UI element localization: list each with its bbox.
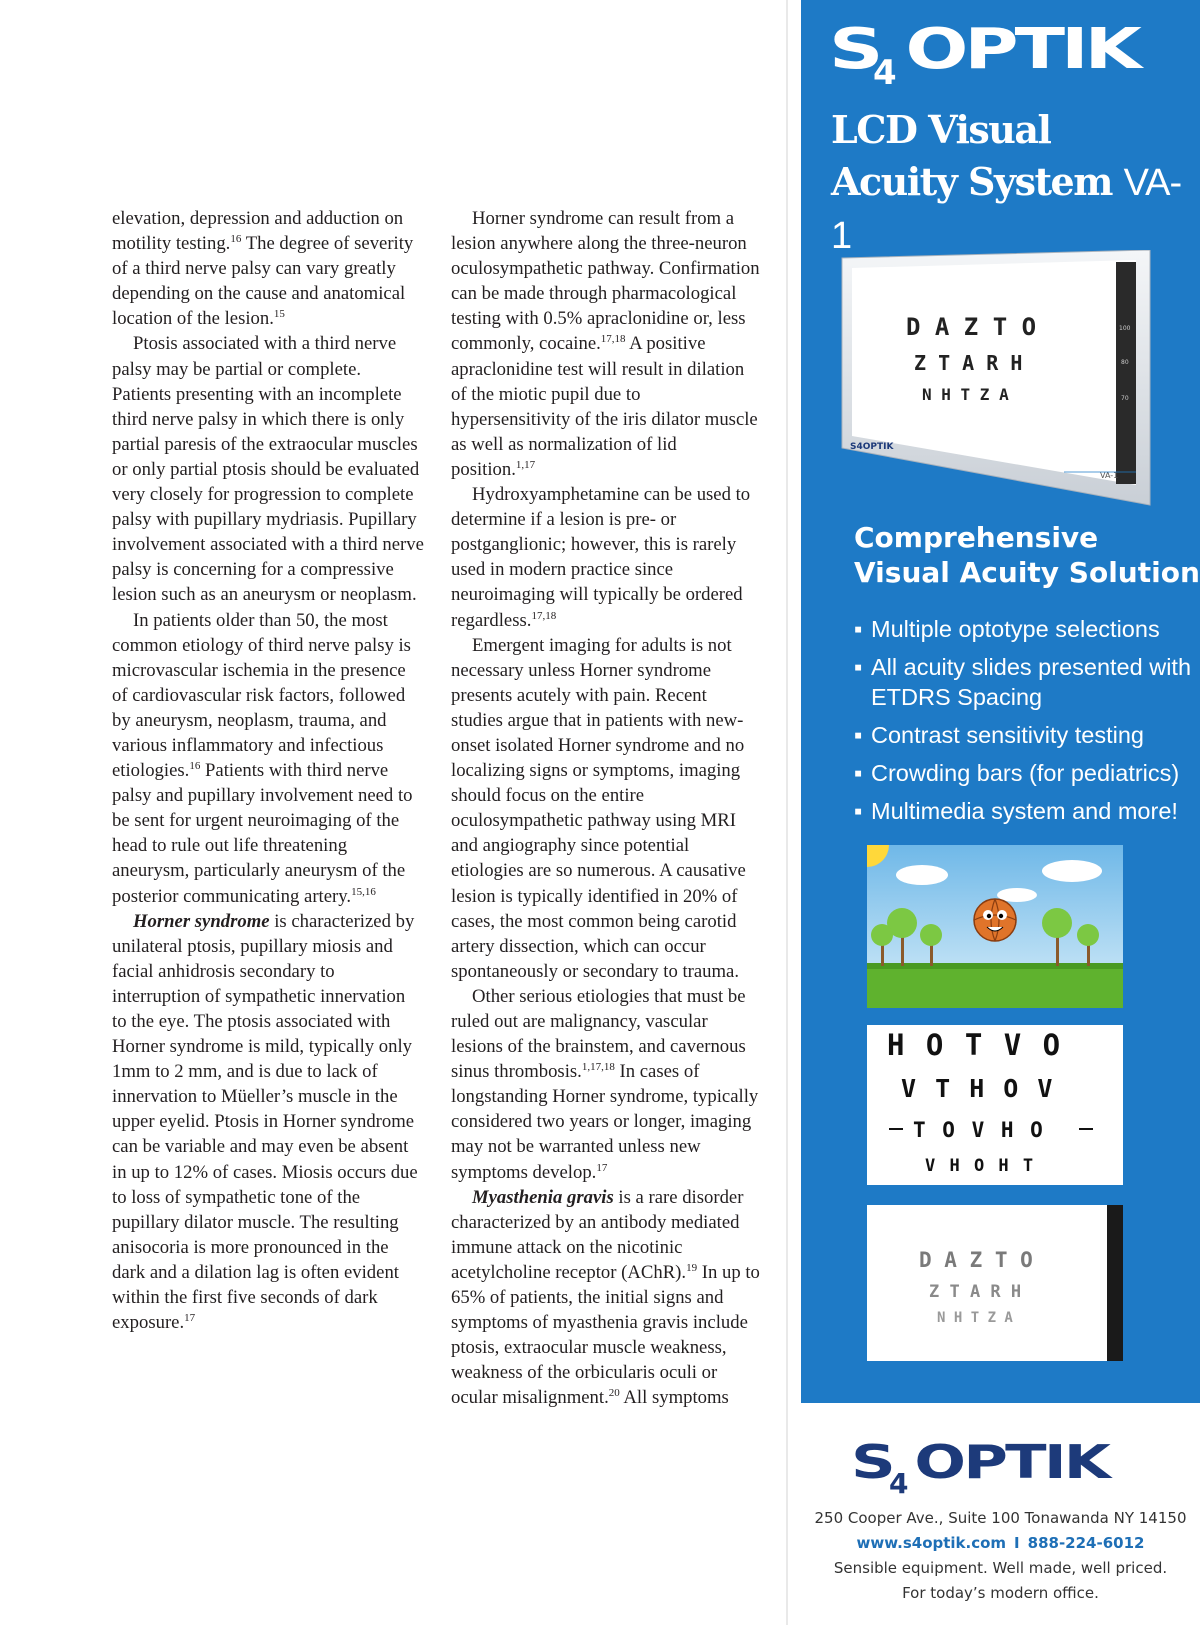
ad-model-name: VA-1 <box>831 162 1182 257</box>
monitor-row-3: N H T Z A <box>922 385 1009 404</box>
ad-title-line2 <box>831 156 1200 262</box>
monitor-model: VA-1 <box>1100 471 1119 480</box>
citation-superscript: 16 <box>189 760 201 773</box>
bullet-icon: ▪ <box>854 722 863 748</box>
monitor-row-2: Z T A R H <box>914 351 1023 375</box>
monitor-logo: S4OPTIK <box>850 442 894 452</box>
text-run: Emergent imaging for adults is not necessary unless Horner syndrome presents acutely with pain. Recent studies argue that in patients with new-onset isolated Horner syndrome and no localizing signs or symptoms, imaging should focus on the entire oculosympathetic pathway using MRI and angiography since potential etiologies are so numerous. A causative lesion is typically identified in 20% of cases, the most common being carotid artery dissection, which can occur spontaneously or secondary to trauma. <box>451 634 746 982</box>
text-run: is a rare disorder characterized by an antibody mediated immune attack on the nicotinic acetylcholine receptor (AChR). <box>451 1186 744 1283</box>
feature-item: ▪ Contrast sensitivity testing <box>854 722 1144 748</box>
text-run: In cases of longstanding Horner syndrome, typically considered two years or longer, imaging may not be warranted unless new symptoms develop. <box>451 1061 759 1183</box>
article-paragraph <box>112 608 424 909</box>
contact-info <box>801 1506 1200 1606</box>
text-run: Other serious etiologies that must be ruled out are malignancy, vascular lesions of the brainstem, and cavernous sinus thrombosis. <box>451 985 746 1083</box>
bullet-icon: ▪ <box>854 798 863 824</box>
article-paragraph <box>451 206 761 482</box>
contrast-row-2: Z T A R H <box>929 1282 1022 1302</box>
term-emphasis: Horner syndrome <box>133 910 270 932</box>
tagline-line2: For today’s modern office. <box>902 1584 1099 1602</box>
ad-title <box>831 104 1200 262</box>
article-paragraph <box>112 206 424 331</box>
article-paragraph <box>112 909 424 1336</box>
feature-item: ▪ All acuity slides presented with ETDRS Spacing <box>854 654 1192 710</box>
contrast-row-3: N H T Z A <box>937 1310 1013 1326</box>
article-column-right <box>451 206 761 1411</box>
article-column-left <box>112 206 424 1335</box>
separator: I <box>1014 1534 1020 1552</box>
text-run: Ptosis associated with a third nerve palsy may be partial or complete. Patients presenting with an incomplete third nerve palsy in which there is only partial paresis of the extraocular muscles or only partial ptosis should be evaluated very closely for progression to complete palsy with pupillary mydriasis. Pupillary involvement associated with a third nerve palsy is concerning for a compressive lesion such as an aneurysm or neoplasm. <box>112 333 424 606</box>
text-run: In patients older than 50, the most common etiology of third nerve palsy is microvascular ischemia in the presence of cardiovascular risk factors, followed by aneurysm, neoplasm, trauma, and various inflammatory and infectious etiologies. <box>112 609 411 782</box>
text-run: Hydroxyamphetamine can be used to determine if a lesion is pre- or postganglionic; however, this is rarely used in modern practice since neuroimaging will typically be ordered regardless. <box>451 484 751 631</box>
article-paragraph <box>451 633 761 984</box>
citation-superscript: 17,18 <box>600 333 626 346</box>
brand-logo-bottom-optik: OPTIK <box>914 1438 1109 1490</box>
hotv-chart-image <box>867 1025 1123 1185</box>
ad-title-line1: LCD Visual <box>831 107 1051 152</box>
website-link[interactable]: www.s4optik.com <box>856 1534 1007 1552</box>
hotv-chart-screen <box>867 1025 1123 1185</box>
ad-subheading <box>854 520 1200 590</box>
citation-superscript: 17 <box>596 1161 608 1174</box>
brand-logo-optik: OPTIK <box>905 18 1138 82</box>
feature-list <box>854 614 1200 834</box>
monitor-row-1: D A Z T O <box>906 313 1037 341</box>
monitor-scale-3: 70 <box>1121 395 1129 402</box>
contrast-chart-image <box>867 1205 1123 1361</box>
bullet-icon: ▪ <box>854 760 863 786</box>
feature-item: ▪ Multimedia system and more! <box>854 798 1178 824</box>
text-run: Patients with third nerve palsy and pupillary involvement need to be sent for urgent neuroimaging of the head to rule out life threatening aneurysm, particularly aneurysm of the posterior communicating artery. <box>112 760 413 907</box>
ad-blue-panel <box>801 0 1200 1403</box>
citation-superscript: 15,16 <box>351 885 376 898</box>
article-paragraph <box>451 984 761 1185</box>
cartoon-scene-image <box>867 845 1123 1008</box>
ad-subheading-line2: Visual Acuity Solution <box>854 556 1200 589</box>
monitor-scale-2: 80 <box>1121 359 1129 366</box>
brand-logo-s: S <box>829 18 881 82</box>
citation-superscript: 16 <box>230 233 242 246</box>
bullet-icon: ▪ <box>854 654 863 680</box>
bullet-icon: ▪ <box>854 616 863 642</box>
monitor-scale-1: 100 <box>1119 325 1131 332</box>
term-emphasis: Myasthenia gravis <box>472 1186 614 1208</box>
citation-superscript: 1,17 <box>515 458 536 471</box>
text-run: elevation, depression and adduction on motility testing. <box>112 208 404 255</box>
feature-item: ▪ Multiple optotype selections <box>854 616 1160 642</box>
contrast-row-1: D A Z T O <box>919 1248 1033 1272</box>
brand-logo-top <box>829 18 1181 88</box>
contrast-chart-screen <box>867 1205 1123 1361</box>
article-paragraph <box>451 482 761 633</box>
citation-superscript: 15 <box>273 308 285 321</box>
hotv-row-3: T O V H O <box>913 1118 1045 1142</box>
hotv-row-2: V T H O V <box>901 1074 1055 1103</box>
citation-superscript: 1,17,18 <box>581 1061 615 1074</box>
brand-logo-bottom <box>851 1438 1151 1494</box>
ad-title-line2-text: Acuity System <box>831 159 1112 204</box>
hotv-row-4: V H O H T <box>925 1156 1036 1176</box>
web-phone-line <box>801 1531 1200 1556</box>
brand-logo-4: 4 <box>873 53 897 88</box>
citation-superscript: 19 <box>686 1261 698 1274</box>
hotv-row-1: H O T V O <box>887 1028 1063 1062</box>
text-run: In up to 65% of patients, the initial signs and symptoms of myasthenia gravis include ptosis, extraocular muscle weakness, weakness of the orbicularis oculi or ocular misalignment. <box>451 1261 760 1409</box>
page-divider <box>786 0 788 1625</box>
phone-number[interactable]: 888-224-6012 <box>1027 1534 1145 1552</box>
advertisement <box>801 0 1200 1625</box>
article-paragraph <box>112 331 424 607</box>
citation-superscript: 20 <box>608 1387 620 1400</box>
brand-logo-bottom-s: S <box>851 1438 896 1489</box>
lcd-monitor-image <box>838 250 1154 515</box>
article-paragraph <box>451 1185 761 1411</box>
ad-subheading-line1: Comprehensive <box>854 521 1099 554</box>
address-text: 250 Cooper Ave., Suite 100 Tonawanda NY 14150 <box>814 1509 1187 1527</box>
text-run: is characterized by unilateral ptosis, pupillary miosis and facial anhidrosis secondary to interruption of sympathetic innervation to the eye. The ptosis associated with Horner syndrome is mild, typically only 1mm to 2 mm, and is due to lack of innervation to Müeller’s muscle in the upper eyelid. Ptosis in Horner syndrome can be variable and may even be absent in up to 12% of cases. Miosis occurs due to loss of sympathetic tone of the pupillary dilator muscle. The resulting anisocoria is more pronounced in the dark and a dilation lag is often evident within the first five seconds of dark exposure. <box>112 910 418 1334</box>
text-run: The degree of severity of a third nerve palsy can vary greatly depending on the cause and anatomical location of the lesion. <box>112 233 414 330</box>
pediatric-cartoon-screen <box>867 845 1123 1008</box>
text-run: A positive apraclonidine test will result in dilation of the miotic pupil due to hypersensitivity of the iris dilator muscle as well as normalization of lid position. <box>451 333 758 480</box>
citation-superscript: 17,18 <box>531 609 557 622</box>
tagline-line1: Sensible equipment. Well made, well priced. <box>833 1559 1168 1577</box>
text-run: Horner syndrome can result from a lesion anywhere along the three-neuron oculosympathetic pathway. Confirmation can be made through pharmacological testing with 0.5% apraclonidine or, less commonly, cocaine. <box>451 208 760 355</box>
feature-item: ▪ Crowding bars (for pediatrics) <box>854 760 1180 786</box>
citation-superscript: 17 <box>184 1312 196 1325</box>
brand-logo-bottom-4: 4 <box>889 1467 909 1494</box>
text-run: All symptoms <box>619 1387 729 1409</box>
